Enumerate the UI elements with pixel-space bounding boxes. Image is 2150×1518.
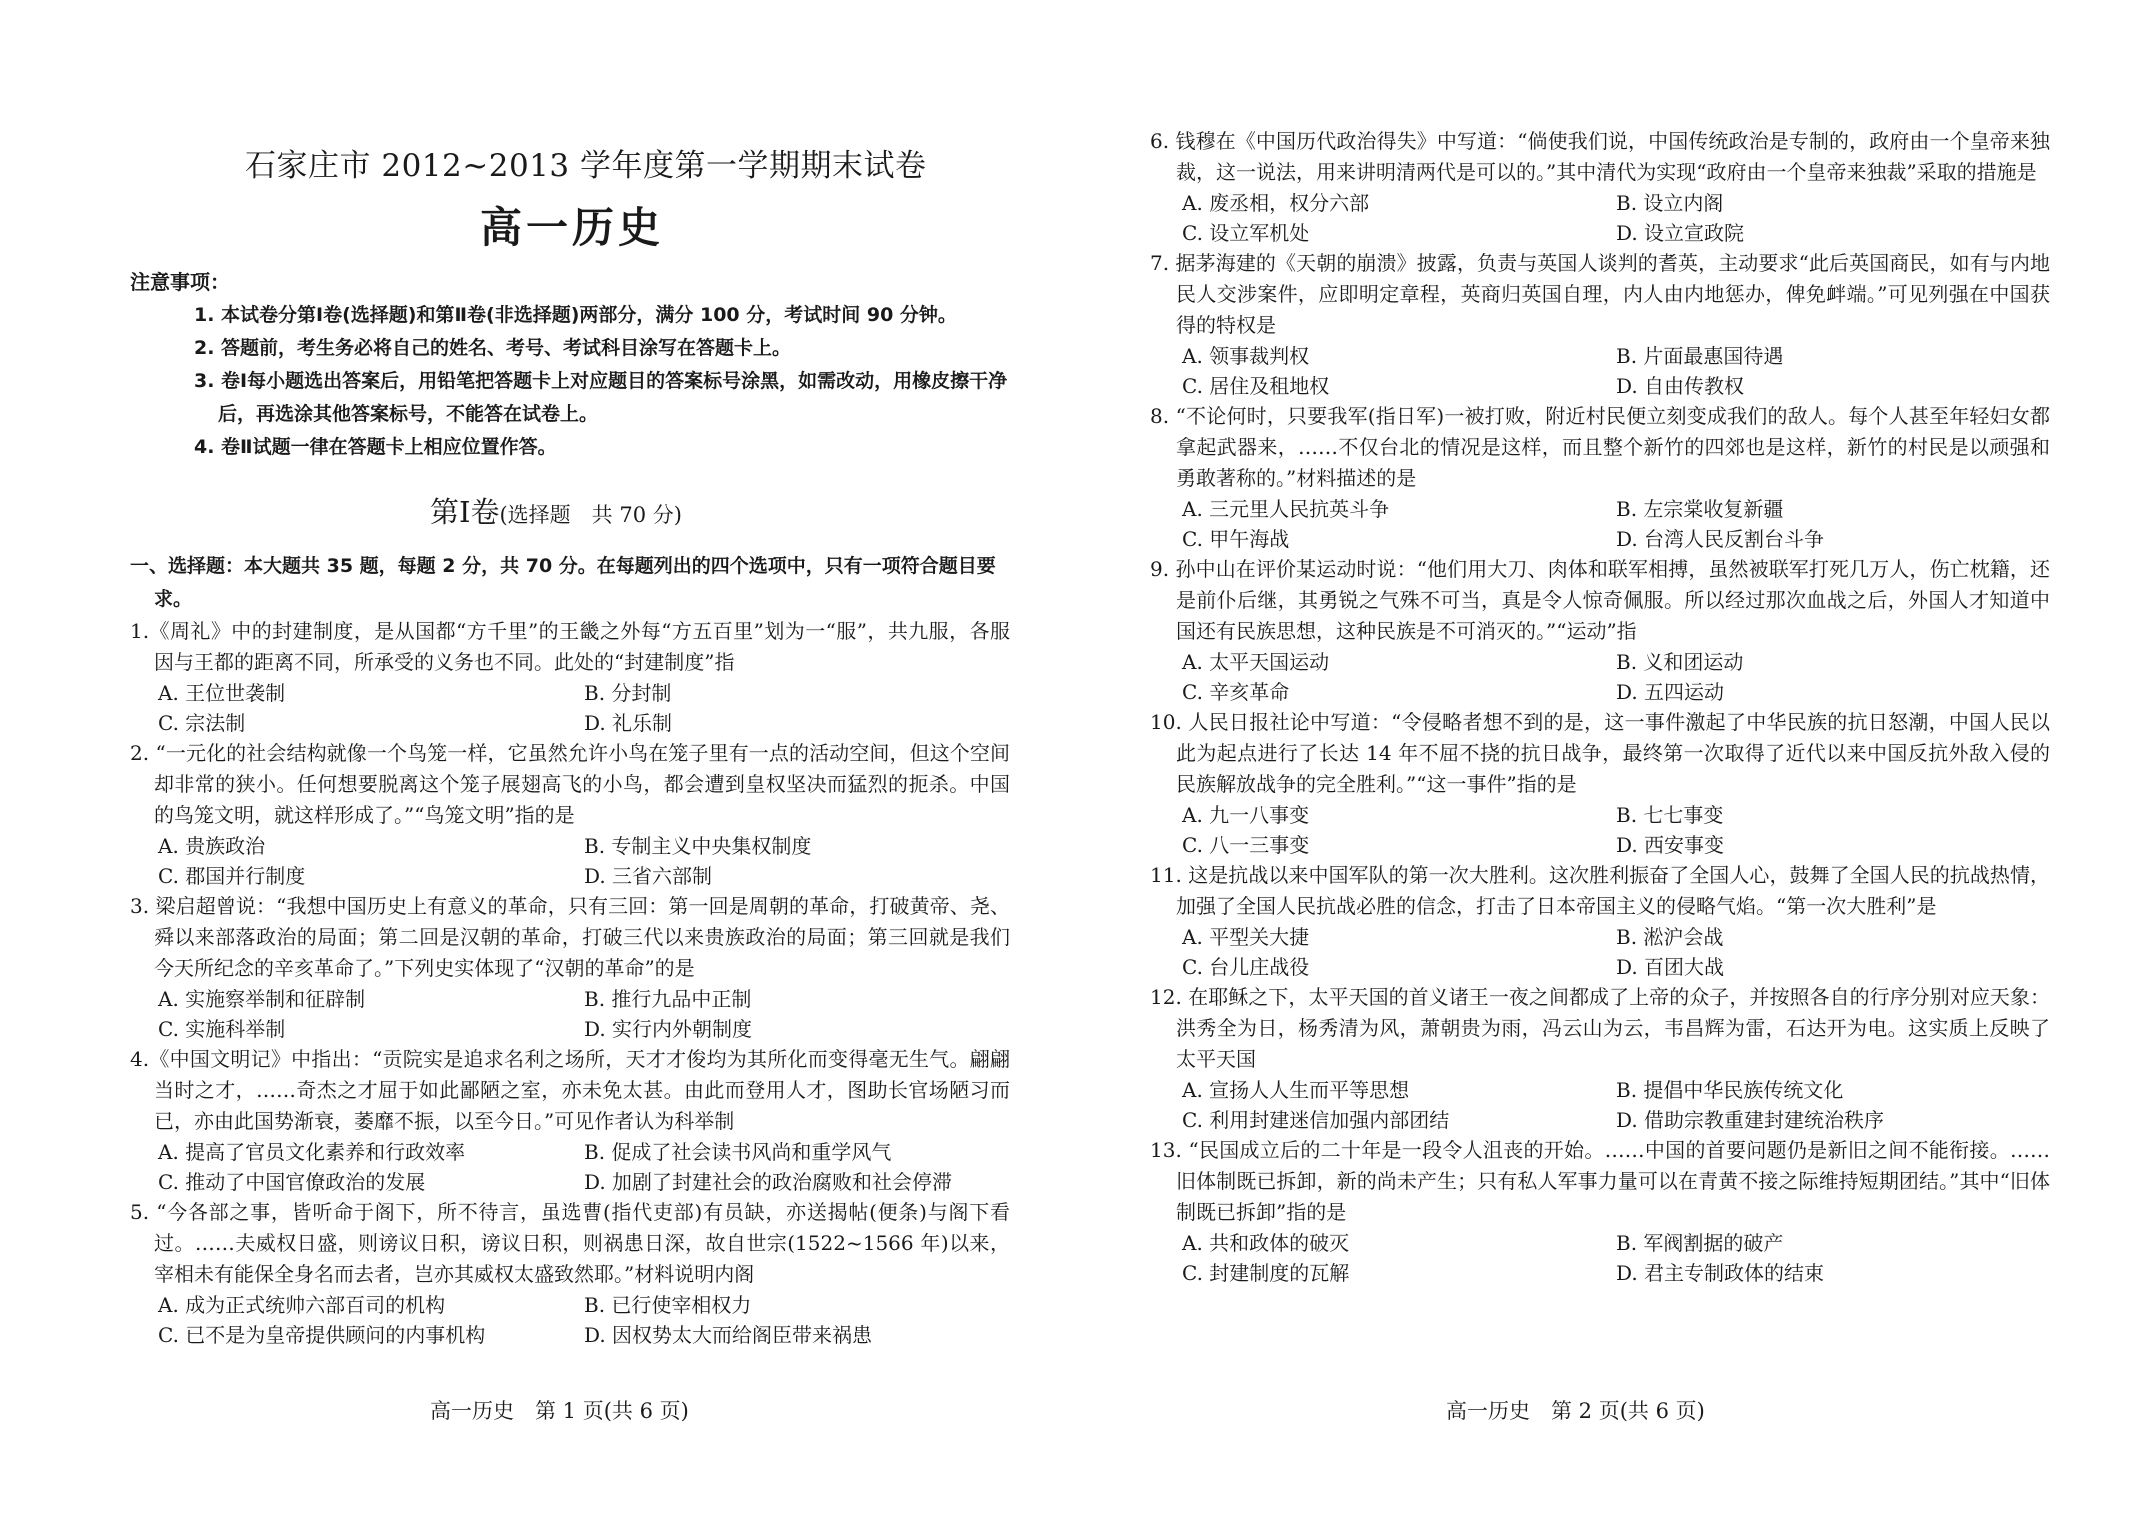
option-c: C. 居住及租地权 (1182, 374, 1330, 398)
question (1150, 982, 2050, 1135)
option-d: D. 礼乐制 (584, 711, 673, 735)
option-b: B. 设立内阁 (1616, 191, 1724, 215)
option-d: D. 实行内外朝制度 (584, 1017, 753, 1041)
option-c: C. 八一三事变 (1182, 833, 1310, 857)
option-b: B. 七七事变 (1616, 803, 1724, 827)
option-list (1150, 494, 2050, 554)
question-stem: 7. 据茅海建的《天朝的崩溃》披露，负责与英国人谈判的耆英，主动要求“此后英国商民，如有与内地民人交涉案件，应即明定章程，英商归英国自理，内人由内地惩办，俾免衅端。”可见列强在中国获得的特权是 (1150, 251, 2050, 337)
option-c: C. 辛亥革命 (1182, 680, 1290, 704)
option-d: D. 西安事变 (1616, 833, 1725, 857)
question (1150, 248, 2050, 401)
option-a: A. 王位世袭制 (158, 681, 286, 705)
option-list (1150, 1228, 2050, 1288)
option-c: C. 甲午海战 (1182, 527, 1290, 551)
notice-item: 1. 本试卷分第Ⅰ卷(选择题)和第Ⅱ卷(非选择题)两部分，满分 100 分，考试时间 90 分钟。 (194, 304, 957, 326)
option-b: B. 分封制 (584, 681, 672, 705)
question (130, 1044, 1010, 1197)
exam-title: 石家庄市 2012~2013 学年度第一学期期末试卷 (245, 148, 927, 184)
option-a: A. 宣扬人人生而平等思想 (1182, 1078, 1410, 1102)
question-list (130, 616, 1010, 1350)
page-footer: 高一历史 第 1 页(共 6 页) (430, 1399, 689, 1423)
option-d: D. 加剧了封建社会的政治腐败和社会停滞 (584, 1170, 953, 1194)
part-instruction: 一、选择题：本大题共 35 题，每题 2 分，共 70 分。在每题列出的四个选项中，只有一项符合题目要求。 (130, 555, 996, 610)
question-stem: 2. “一元化的社会结构就像一个鸟笼一样，它虽然允许小鸟在笼子里有一点的活动空间，但这个空间却非常的狭小。任何想要脱离这个笼子展翅高飞的小鸟，都会遭到皇权坚决而猛烈的扼杀。中国的鸟笼文明，就这样形成了。”“鸟笼文明”指的是 (130, 741, 1010, 827)
option-c: C. 推动了中国官僚政治的发展 (158, 1170, 426, 1194)
option-d: D. 自由传教权 (1616, 374, 1745, 398)
option-a: A. 成为正式统帅六部百司的机构 (158, 1293, 446, 1317)
option-list (130, 984, 1010, 1044)
option-b: B. 左宗棠收复新疆 (1616, 497, 1784, 521)
question (130, 738, 1010, 891)
option-b: B. 推行九品中正制 (584, 987, 752, 1011)
question (1150, 554, 2050, 707)
option-b: B. 已行使宰相权力 (584, 1293, 752, 1317)
option-b: B. 淞沪会战 (1616, 925, 1724, 949)
page-footer: 高一历史 第 2 页(共 6 页) (1446, 1399, 1705, 1423)
option-list (130, 831, 1010, 891)
question-stem: 10. 人民日报社论中写道：“令侵略者想不到的是，这一事件激起了中华民族的抗日怒潮，中国人民以此为起点进行了长达 14 年不屈不挠的抗日战争，最终第一次取得了近代以来中国反抗外敌入侵的民族解放战争的完全胜利。”“这一事件”指的是 (1150, 710, 2050, 796)
option-list (1150, 341, 2050, 401)
subject-title: 高一历史 (480, 203, 665, 252)
question-stem: 4.《中国文明记》中指出：“贡院实是追求名利之场所，天才才俊均为其所化而变得毫无生气。翩翩当时之才，……奇杰之才屈于如此鄙陋之室，亦未免太甚。由此而登用人才，图助长官场陋习而已，亦由此国势渐衰，萎靡不振，以至今日。”可见作者认为科举制 (130, 1047, 1010, 1133)
section-title: 第Ⅰ卷 (430, 495, 500, 529)
page-2 (1150, 0, 2050, 1518)
option-b: B. 义和团运动 (1616, 650, 1744, 674)
section-subtitle: (选择题 共 70 分) (499, 503, 682, 527)
question-stem: 11. 这是抗战以来中国军队的第一次大胜利。这次胜利振奋了全国人心，鼓舞了全国人民的抗战热情，加强了全国人民抗战必胜的信念，打击了日本帝国主义的侵略气焰。“第一次大胜利”是 (1150, 863, 2050, 918)
option-d: D. 因权势太大而给阁臣带来祸患 (584, 1323, 873, 1347)
option-a: A. 共和政体的破灭 (1182, 1231, 1350, 1255)
question-stem: 13. “民国成立后的二十年是一段令人沮丧的开始。……中国的首要问题仍是新旧之间不能衔接。……旧体制既已拆卸，新的尚未产生；只有私人军事力量可以在青黄不接之际维持短期团结。”其中“旧体制既已拆卸”指的是 (1150, 1138, 2050, 1224)
question (130, 1197, 1010, 1350)
option-d: D. 借助宗教重建封建统治秩序 (1616, 1108, 1885, 1132)
option-d: D. 百团大战 (1616, 955, 1725, 979)
option-c: C. 实施科举制 (158, 1017, 286, 1041)
question-stem: 9. 孙中山在评价某运动时说：“他们用大刀、肉体和联军相搏，虽然被联军打死几万人，伤亡枕籍，还是前仆后继，其勇锐之气殊不可当，真是令人惊奇佩服。所以经过那次血战之后，外国人才知道中国还有民族思想，这种民族是不可消灭的。”“运动”指 (1150, 557, 2050, 643)
option-a: A. 废丞相，权分六部 (1182, 191, 1370, 215)
question (1150, 1135, 2050, 1288)
option-d: D. 君主专制政体的结束 (1616, 1261, 1825, 1285)
option-b: B. 促成了社会读书风尚和重学风气 (584, 1140, 892, 1164)
question-stem: 5. “今各部之事，皆听命于阁下，所不待言，虽选曹(指代吏部)有员缺，亦送揭帖(便条)与阁下看过。……夫威权日盛，则谤议日积，谤议日积，则祸患日深，故自世宗(1522~1566 年)以来，宰相未有能保全身名而去者，岂亦其威权太盛致然耶。”材料说明内阁 (130, 1200, 1010, 1286)
question (130, 891, 1010, 1044)
question (130, 616, 1010, 738)
question-list (1150, 126, 2050, 1288)
option-list (1150, 647, 2050, 707)
option-a: A. 九一八事变 (1182, 803, 1310, 827)
option-c: C. 封建制度的瓦解 (1182, 1261, 1350, 1285)
notice-item: 4. 卷Ⅱ试题一律在答题卡上相应位置作答。 (194, 436, 557, 458)
option-d: D. 五四运动 (1616, 680, 1725, 704)
notice-block (130, 265, 1010, 464)
option-a: A. 三元里人民抗英斗争 (1182, 497, 1390, 521)
option-a: A. 平型关大捷 (1182, 925, 1310, 949)
option-b: B. 军阀割据的破产 (1616, 1231, 1784, 1255)
option-c: C. 已不是为皇帝提供顾问的内事机构 (158, 1323, 486, 1347)
section-heading (430, 490, 682, 531)
notice-item: 3. 卷Ⅰ每小题选出答案后，用铅笔把答题卡上对应题目的答案标号涂黑，如需改动，用橡皮擦干净后，再选涂其他答案标号，不能答在试卷上。 (194, 370, 1008, 425)
question-stem: 8. “不论何时，只要我军(指日军)一被打败，附近村民便立刻变成我们的敌人。每个人甚至年轻妇女都拿起武器来，……不仅台北的情况是这样，而且整个新竹的四郊也是这样，新竹的村民是以顽强和勇敢著称的。”材料描述的是 (1150, 404, 2050, 490)
option-list (130, 1137, 1010, 1197)
option-d: D. 三省六部制 (584, 864, 713, 888)
option-d: D. 设立宣政院 (1616, 221, 1745, 245)
option-list (1150, 1075, 2050, 1135)
question-stem: 1.《周礼》中的封建制度，是从国都“方千里”的王畿之外每“方五百里”划为一“服”，共九服，各服因与王都的距离不同，所承受的义务也不同。此处的“封建制度”指 (130, 619, 1010, 674)
option-c: C. 台儿庄战役 (1182, 955, 1310, 979)
option-a: A. 贵族政治 (158, 834, 266, 858)
option-d: D. 台湾人民反割台斗争 (1616, 527, 1825, 551)
question-stem: 3. 梁启超曾说：“我想中国历史上有意义的革命，只有三回：第一回是周朝的革命，打破黄帝、尧、舜以来部落政治的局面；第二回是汉朝的革命，打破三代以来贵族政治的局面；第三回就是我们今天所纪念的辛亥革命了。”下列史实体现了“汉朝的革命”的是 (130, 894, 1010, 980)
option-list (1150, 188, 2050, 248)
option-list (1150, 800, 2050, 860)
option-b: B. 片面最惠国待遇 (1616, 344, 1784, 368)
option-c: C. 利用封建迷信加强内部团结 (1182, 1108, 1450, 1132)
question-stem: 12. 在耶稣之下，太平天国的首义诸王一夜之间都成了上帝的众子，并按照各自的行序分别对应天象：洪秀全为日，杨秀清为风，萧朝贵为雨，冯云山为云，韦昌辉为雷，石达开为电。这实质上反映了太平天国 (1150, 985, 2050, 1071)
question (1150, 860, 2050, 982)
option-list (130, 1290, 1010, 1350)
question-stem: 6. 钱穆在《中国历代政治得失》中写道：“倘使我们说，中国传统政治是专制的，政府由一个皇帝来独裁，这一说法，用来讲明清两代是可以的。”其中清代为实现“政府由一个皇帝来独裁”采取的措施是 (1150, 129, 2050, 184)
option-b: B. 提倡中华民族传统文化 (1616, 1078, 1844, 1102)
notice-item: 2. 答题前，考生务必将自己的姓名、考号、考试科目涂写在答题卡上。 (194, 337, 792, 359)
page-1 (130, 0, 1010, 1518)
option-list (1150, 922, 2050, 982)
option-c: C. 宗法制 (158, 711, 246, 735)
option-list (130, 678, 1010, 738)
question (1150, 401, 2050, 554)
option-a: A. 提高了官员文化素养和行政效率 (158, 1140, 466, 1164)
question (1150, 126, 2050, 248)
question (1150, 707, 2050, 860)
option-a: A. 领事裁判权 (1182, 344, 1310, 368)
option-c: C. 郡国并行制度 (158, 864, 306, 888)
notice-label: 注意事项： (130, 270, 230, 294)
option-a: A. 实施察举制和征辟制 (158, 987, 366, 1011)
option-b: B. 专制主义中央集权制度 (584, 834, 812, 858)
option-a: A. 太平天国运动 (1182, 650, 1330, 674)
option-c: C. 设立军机处 (1182, 221, 1310, 245)
